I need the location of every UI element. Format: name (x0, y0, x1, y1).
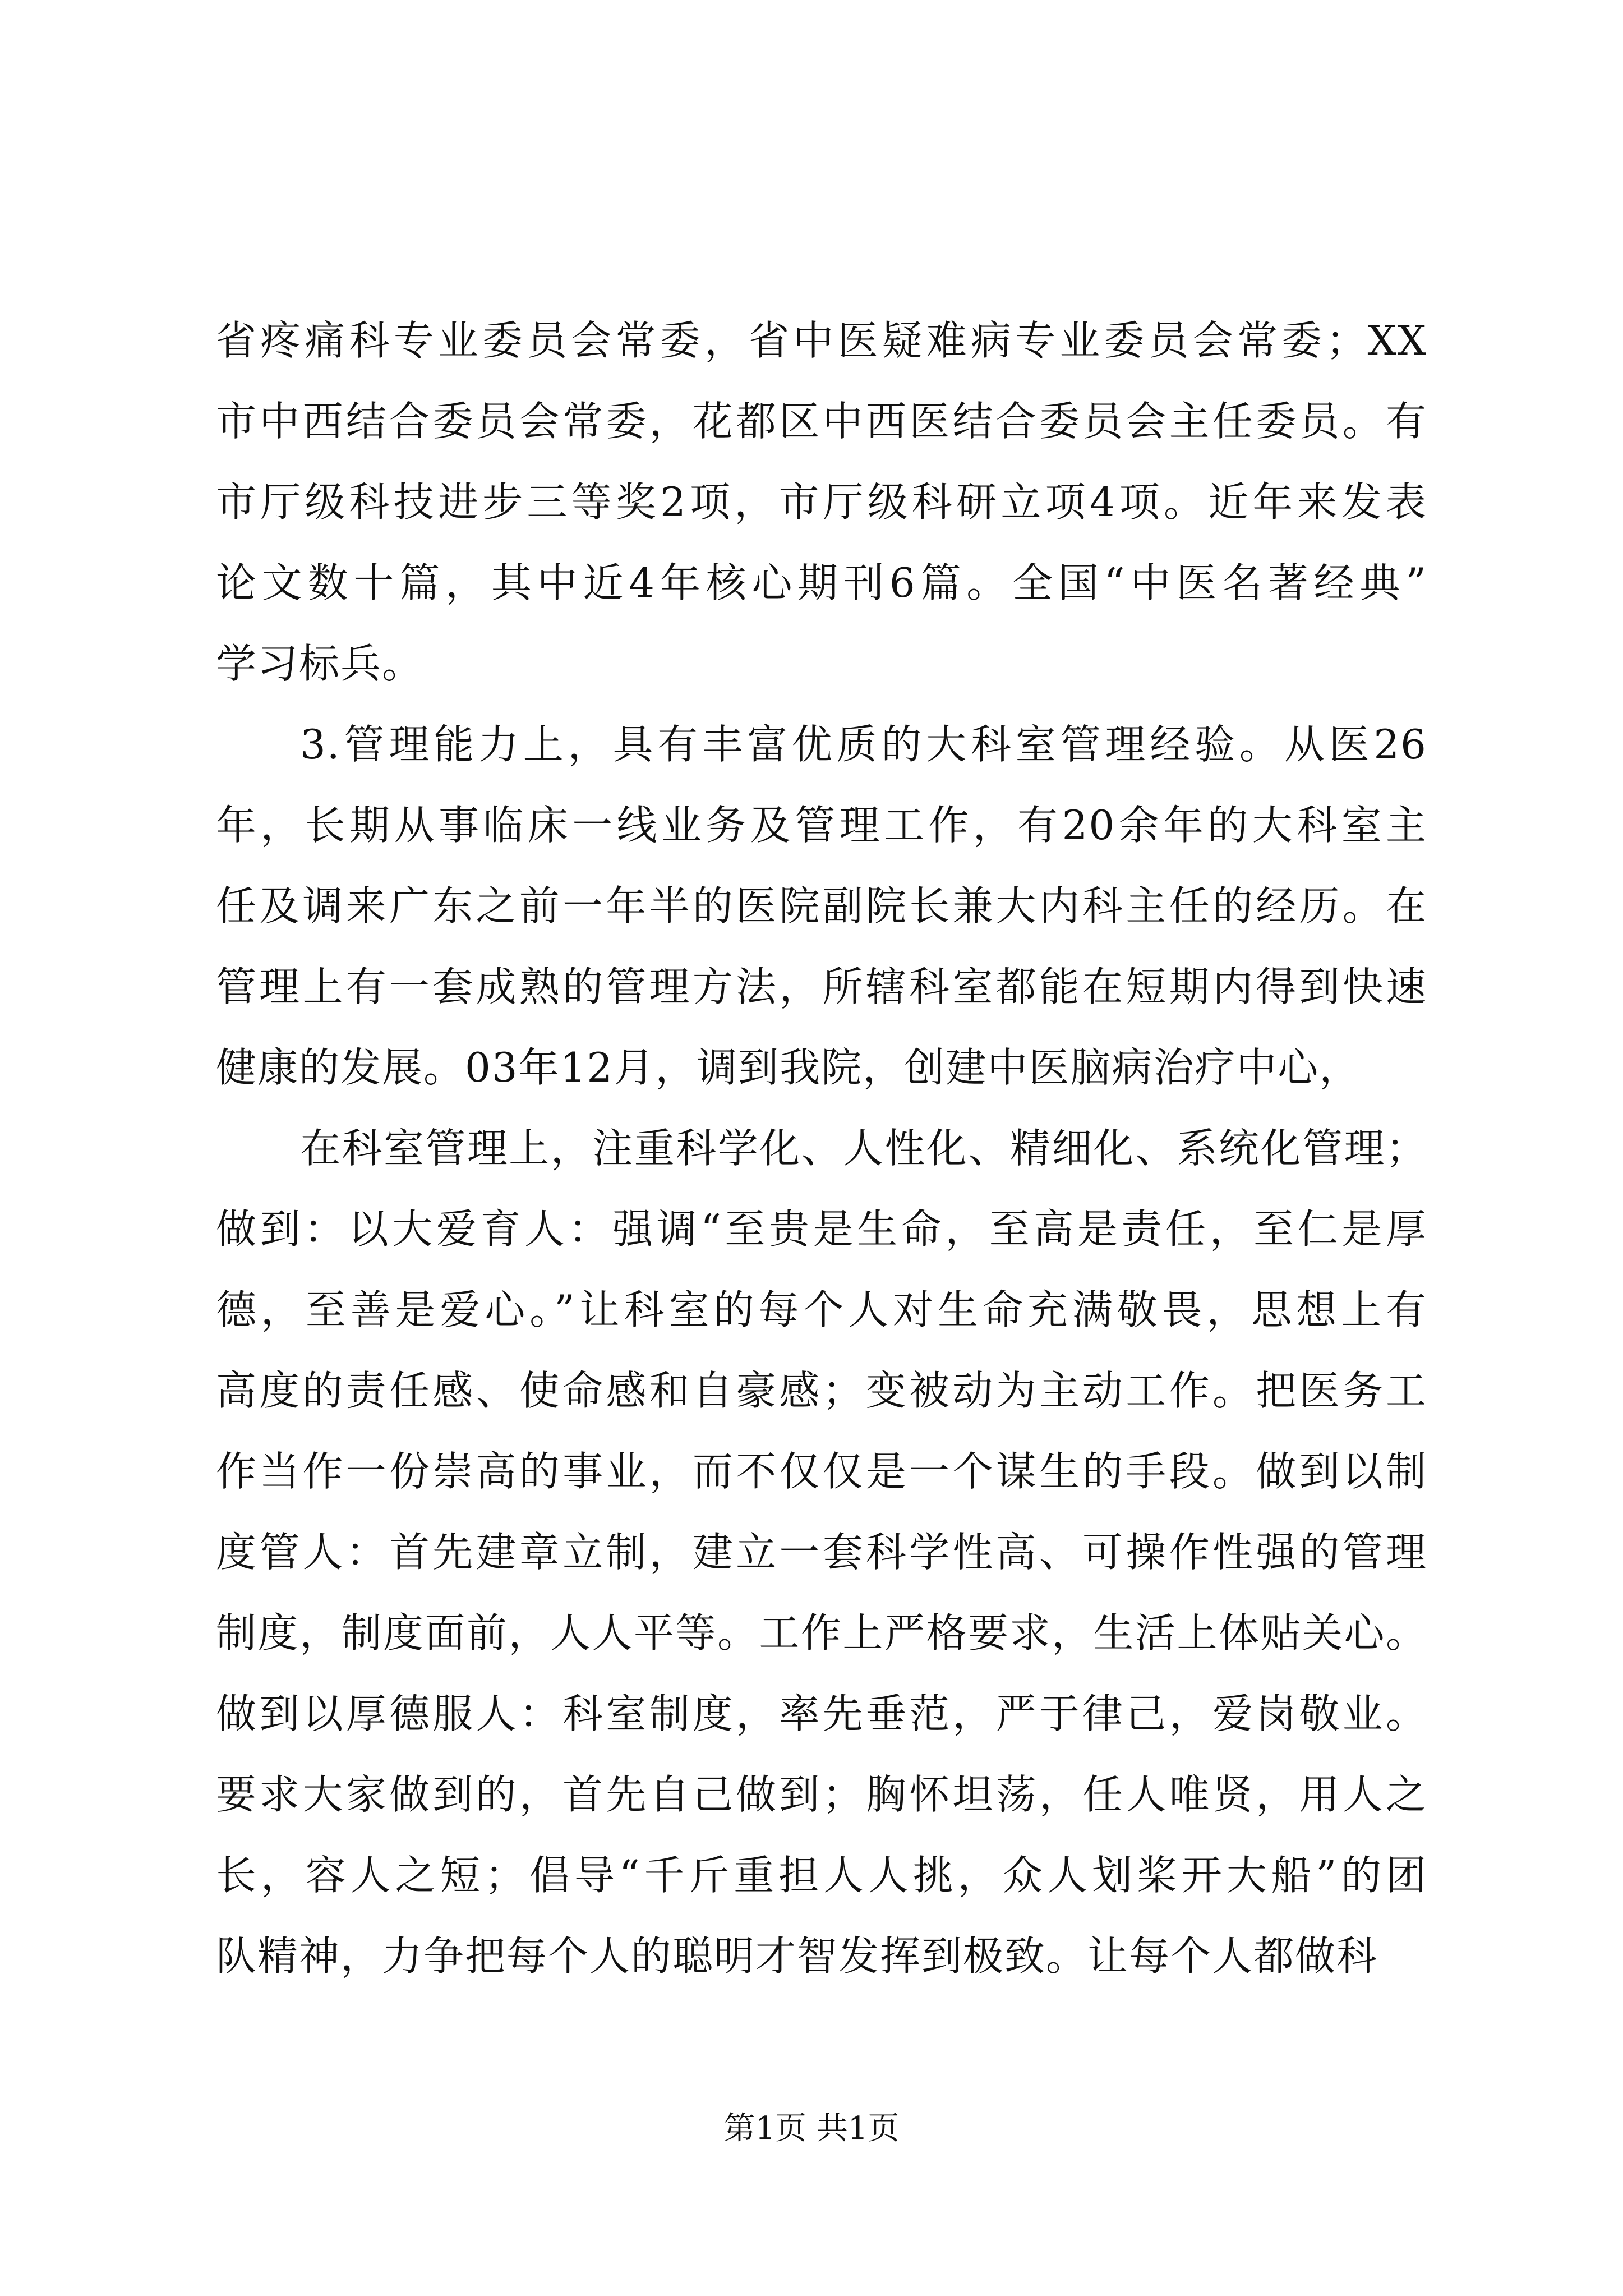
text-line: 管理上有一套成熟的管理方法，所辖科室都能在短期内得到快速 (216, 963, 1427, 1010)
text-line: 长，容人之短；倡导“千斤重担人人挑，众人划桨开大船”的团 (216, 1852, 1427, 1899)
text-line: 市中西结合委员会常委，花都区中西医结合委员会主任委员。有 (216, 398, 1427, 445)
text-line: 在科室管理上，注重科学化、人性化、精细化、系统化管理； (300, 1125, 1427, 1172)
text-line: 市厅级科技进步三等奖2项，市厅级科研立项4项。近年来发表 (216, 478, 1427, 526)
text-line: 队精神，力争把每个人的聪明才智发挥到极致。让每个人都做科 (216, 1932, 1378, 1980)
text-line: 度管人：首先建章立制，建立一套科学性高、可操作性强的管理 (216, 1529, 1427, 1576)
text-line: 做到以厚德服人：科室制度，率先垂范，严于律己，爱岗敬业。 (216, 1690, 1427, 1737)
text-line: 要求大家做到的，首先自己做到；胸怀坦荡，任人唯贤，用人之 (216, 1771, 1427, 1818)
text-line: 论文数十篇，其中近4年核心期刊6篇。全国“中医名著经典” (216, 559, 1427, 606)
text-line: 做到：以大爱育人：强调“至贵是生命，至高是责任，至仁是厚 (216, 1205, 1427, 1253)
body-text (216, 300, 1427, 1996)
text-line: 制度，制度面前，人人平等。工作上严格要求，生活上体贴关心。 (216, 1609, 1427, 1657)
text-line: 健康的发展。03年12月，调到我院，创建中医脑病治疗中心， (216, 1044, 1361, 1091)
text-line: 任及调来广东之前一年半的医院副院长兼大内科主任的经历。在 (216, 882, 1427, 930)
text-line: 3.管理能力上，具有丰富优质的大科室管理经验。从医26 (300, 721, 1427, 768)
text-line: 学习标兵。 (216, 640, 424, 687)
text-line: 省疼痛科专业委员会常委，省中医疑难病专业委员会常委；XX (216, 317, 1427, 364)
text-line: 年，长期从事临床一线业务及管理工作，有20余年的大科室主 (216, 802, 1427, 849)
page-footer: 第1页 共1页 (723, 2110, 900, 2147)
text-line: 高度的责任感、使命感和自豪感；变被动为主动工作。把医务工 (216, 1367, 1427, 1414)
text-line: 德，至善是爱心。”让科室的每个人对生命充满敬畏，思想上有 (216, 1286, 1427, 1333)
text-line: 作当作一份崇高的事业，而不仅仅是一个谋生的手段。做到以制 (216, 1448, 1427, 1495)
